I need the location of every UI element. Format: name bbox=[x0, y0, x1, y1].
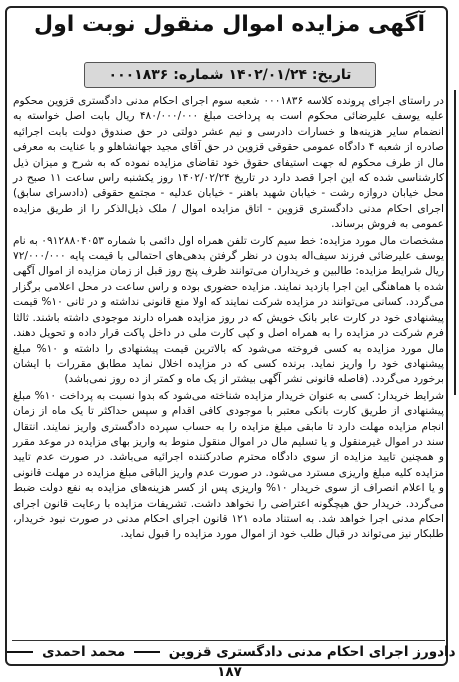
signature-dash bbox=[7, 651, 33, 653]
notice-title: آگهی مزایده اموال منقول نوبت اول bbox=[33, 12, 426, 37]
paragraph-intro: در راستای اجرای پرونده کلاسه ۰۰۰۱۸۳۶ شعبه سوم اجرای احکام مدنی دادگستری قزوین محکوم علیه یوسف علیرضائی محکوم است به پرداخت مبلغ ۴۸۰/۰۰۰/۰۰۰ ریال بابت اصل خواسته به انضمام سایر هزینه‌ها و خسارات دادرسی و نیم عشر دولتی در حق صندوق دولت بابت اجرائیه صادره از شعبه ۴ دادگاه عمومی حقوقی قزوین در حق آقای مجید جهانشاهلو و با عنایت به معرفی مال از طرف محکوم له جهت استیفای حقوق خود تقاضای مزایده نموده که به شرح و میزان ذیل کارشناسی شده که این اجرا قصد دارد در تاریخ ۱۴۰۲/۰۲/۲۴ روز یکشنبه راس ساعت ۱۱ صبح در محل خیابان دروازه رشت - خیابان شهید باهنر - خیابان عدلیه - مجتمع حقوقی (دادسرای سابق) اجرای احکام مدنی دادگستری قزوین - اتاق مزایده اموال / ملک ذیل‌الذکر را از طریق مزایده عمومی به فروش برساند. bbox=[13, 95, 444, 231]
side-divider bbox=[454, 90, 456, 395]
signature-name: محمد احمدی bbox=[42, 644, 126, 660]
footer-divider bbox=[12, 640, 445, 641]
signature-office: دادورز اجرای احکام مدنی دادگستری قزوین bbox=[168, 644, 456, 660]
notice-body bbox=[13, 94, 444, 634]
signature-code: ۱۸۷ bbox=[217, 664, 242, 680]
paragraph-buyer-terms: شرایط خریدار: کسی به عنوان خریدار مزایده شناخته می‌شود که بدوا نسبت به پرداخت ۱۰% مبلغ پیشنهادی از طریق کارت بانکی معتبر با موجودی کافی اقدام و سپس حداکثر تا یک ماه از زمان انجام مزایده مهلت دارد تا مابقی مبلغ مزایده را به حساب سپرده دادگستری واریز نمایند. انتقال سند در اموال غیرمنقول و یا تسلیم مال در اموال منقول منوط به واریز بهای مزایده در موعد مقرر و همچنین تایید مزایده از سوی دادگاه محترم صادرکننده اجرائیه می‌باشد. در صورت عدم تایید مزایده کلیه مبلغ واریزی مسترد می‌شود. در صورت عدم واریز الباقی مبلغ مزایده در مهلت قانونی و یا اعلام انصراف از سوی خریدار ۱۰% واریزی پس از کسر هزینه‌های مزایده به نفع دولت ضبط می‌گردد. خریدار حق هیچگونه اعتراضی را نخواهد داشت. تشریفات مزایده با رعایت قانون اجرای احکام مدنی اجرا خواهد شد. به استناد ماده ۱۲۱ قانون اجرای احکام مدنی در صورت نبود خریدار، طلبکار نیز می‌تواند در قبال طلب خود از اموال مورد مزایده را قبول نماید. bbox=[13, 389, 444, 541]
notice-signature bbox=[0, 642, 459, 682]
paragraph-item-and-terms: مشخصات مال مورد مزایده: خط سیم کارت تلفن همراه اول دائمی با شماره ۰۹۱۲۸۸۰۴۰۵۳ به نام یوسف علیرضائی فرزند سیف‌اله بدون در نظر گرفتن بدهی‌های احتمالی با قیمت پایه ۷۲/۰۰۰/۰۰۰ ریال شرایط مزایده: طالبین و خریداران می‌توانند ظرف پنج روز قبل از زمان مزایده از اموال آگهی شده با هماهنگی این اجرا بازدید نمایند. مزایده حضوری بوده و راس ساعت در محل اعلامی برگزار می‌گردد. کسانی می‌توانند در مزایده شرکت نمایند که اولا منع قانونی نداشته و در ثانی ۱۰% قیمت پیشنهادی خود در کارت عابر بانک خویش که در روز مزایده همراه دارند موجودی داشته باشند. ثالثا فرم شرکت در مزایده را به همراه اصل و کپی کارت ملی در داخل پاکت قرار داده و تحویل دهند. مال مورد مزایده به کسی فروخته می‌شود که بالاترین قیمت پیشنهادی را داشته و ۱۰% مبلغ پیشنهادی خود را واریز نماید. برنده کسی که در مزایده اخلال نماید مطابق مقررات با ایشان برخورد می‌گردد. (فاصله قانونی نشر آگهی بیشتر از یک ماه و کمتر از ده روز نمی‌باشد) bbox=[13, 234, 444, 386]
signature-dash bbox=[134, 651, 160, 653]
date-number-banner: تاریخ: ۱۴۰۲/۰۱/۲۴ شماره: ۰۰۰۱۸۳۶ bbox=[84, 62, 376, 88]
